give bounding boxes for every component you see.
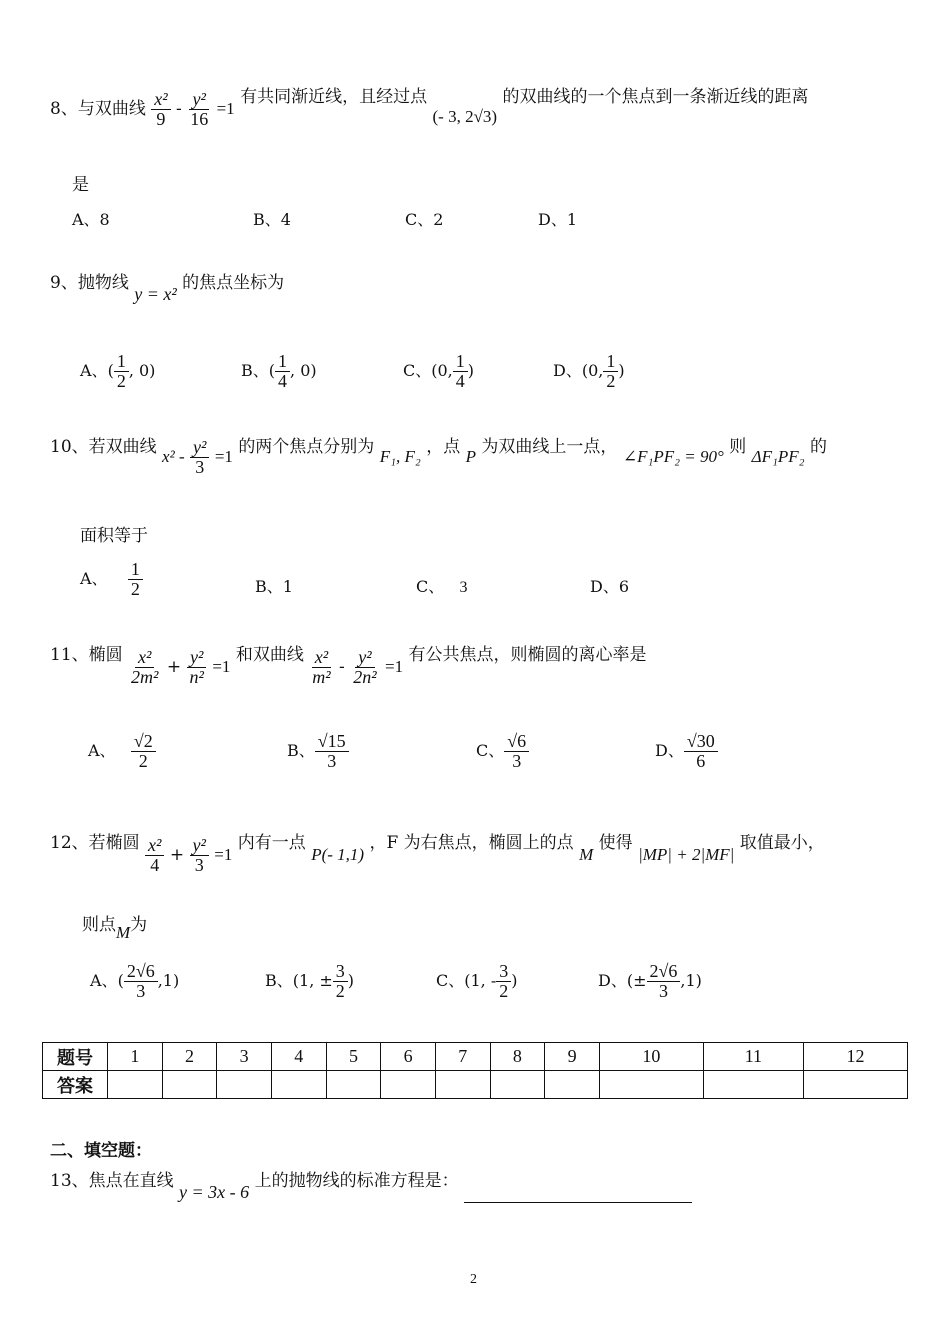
answer-cell[interactable] — [599, 1071, 703, 1099]
q12-point: P(- 1,1) — [311, 845, 365, 864]
q8-fraction-y: $\frac{\text{y²}}{16}$ — [190, 89, 209, 129]
q10-option-a: A、 $\frac{1}{2}$ — [80, 560, 143, 599]
q12-option-b: B、(1, ± $\frac{3}{2}$ ) — [265, 961, 355, 1001]
answer-cell[interactable] — [804, 1071, 908, 1099]
q10-triangle: ΔF₁PF₂ — [751, 447, 805, 466]
q13-equation: y = 3x - 6 — [179, 1182, 250, 1202]
q10-foci: F₁, F₂ — [379, 447, 421, 466]
q8-fraction-x: $\frac{\text{x²}}{9}$ — [151, 90, 170, 129]
q11-option-a: A、 $\frac{√2}{2}$ — [88, 732, 156, 771]
table-header-question-number: 题号 — [43, 1043, 108, 1071]
section-2-title: 二、填空题： — [50, 1141, 152, 1161]
q10-option-c: C、 3 — [416, 577, 468, 596]
question-10: 10、若双曲线 x² - $\frac{\text{y²}}{3}$ =1 的两个焦点分别为 F₁, F₂ ，点 P 为双曲线上一点， ∠F₁PF₂ = 90° 则 ΔF₁PF₂ 的 — [50, 437, 827, 477]
q8-prefix: 8、与双曲线 — [50, 99, 146, 119]
table-cell-number: 10 — [599, 1043, 703, 1071]
table-cell-number: 7 — [435, 1043, 490, 1071]
answer-cell[interactable] — [703, 1071, 803, 1099]
q8-option-b: B、4 — [253, 210, 291, 229]
table-cell-number: 4 — [271, 1043, 326, 1071]
table-cell-number: 6 — [381, 1043, 436, 1071]
q8-option-a: A、8 — [72, 210, 110, 229]
q8-option-d: D、1 — [538, 210, 578, 229]
answer-cell[interactable] — [435, 1071, 490, 1099]
table-cell-number: 11 — [703, 1043, 803, 1071]
table-cell-number: 3 — [217, 1043, 272, 1071]
q13-answer-blank[interactable] — [464, 1184, 692, 1203]
q12-option-a: A、( $\frac{2√6}{3}$ ,1) — [90, 961, 180, 1001]
q9-option-a: A、( $\frac{1}{2}$ , 0) — [80, 351, 156, 391]
table-header-answer: 答案 — [43, 1071, 108, 1099]
q11-option-c: C、 $\frac{√6}{3}$ — [476, 732, 529, 771]
answer-cell[interactable] — [217, 1071, 272, 1099]
answer-table — [42, 1042, 908, 1099]
q10-option-d: D、6 — [590, 577, 630, 596]
page-number: 2 — [470, 1272, 477, 1287]
question-11: 11、椭圆 $\frac{\text{x²}}{\text{2m²}}$ + $\frac{\text{y²}}{\text{n²}}$ =1 和双曲线 $\frac{\text{x²}}{\text{m²}}$ - $\frac{\text{y²}}{\text{2n²}}$ =1 有公共焦点，则椭圆的离心率是 — [50, 645, 647, 687]
question-9: 9、抛物线 y = x² 的焦点坐标为 — [50, 273, 285, 304]
q8-point: (- 3, 2√3) — [432, 107, 498, 126]
answer-cell[interactable] — [545, 1071, 600, 1099]
q11-option-d: D、 $\frac{√30}{6}$ — [655, 732, 718, 771]
table-cell-number: 2 — [162, 1043, 217, 1071]
q8-line2: 是 — [72, 175, 89, 195]
answer-table-row-answers — [43, 1071, 908, 1099]
q9-equation: y = x² — [134, 284, 177, 304]
q11-option-b: B、 $\frac{√15}{3}$ — [287, 732, 349, 771]
q9-option-c: C、(0, $\frac{1}{4}$ ) — [403, 351, 475, 391]
table-cell-number: 8 — [490, 1043, 545, 1071]
question-13: 13、焦点在直线 y = 3x - 6 上的抛物线的标准方程是： — [50, 1166, 692, 1203]
answer-cell[interactable] — [271, 1071, 326, 1099]
answer-cell[interactable] — [381, 1071, 436, 1099]
answer-table-row-numbers — [43, 1043, 908, 1071]
q10-option-b: B、1 — [255, 577, 293, 596]
q12-option-d: D、(± $\frac{2√6}{3}$ ,1) — [598, 961, 702, 1001]
q10-angle: ∠F₁PF₂ = 90° — [622, 447, 724, 466]
table-cell-number: 1 — [108, 1043, 163, 1071]
q12-option-c: C、(1, - $\frac{3}{2}$ ) — [436, 961, 518, 1001]
answer-cell[interactable] — [162, 1071, 217, 1099]
table-cell-number: 12 — [804, 1043, 908, 1071]
q9-option-b: B、( $\frac{1}{4}$ , 0) — [241, 351, 317, 391]
q10-line2: 面积等于 — [80, 526, 148, 546]
answer-cell[interactable] — [326, 1071, 381, 1099]
table-cell-number: 5 — [326, 1043, 381, 1071]
q12-line2: 则点M为 — [82, 915, 148, 942]
q12-expression: |MP| + 2|MF| — [638, 845, 735, 864]
answer-cell[interactable] — [108, 1071, 163, 1099]
table-cell-number: 9 — [545, 1043, 600, 1071]
question-8: 8、与双曲线 $\frac{\text{x²}}{9}$ - $\frac{\text{y²}}{16}$ =1 有共同渐近线，且经过点 (- 3, 2√3) 的双曲线的一个焦点到一条渐近线的距离 — [50, 87, 809, 129]
q8-option-c: C、2 — [405, 210, 444, 229]
q9-option-d: D、(0, $\frac{1}{2}$ ) — [553, 351, 625, 391]
question-12: 12、若椭圆 $\frac{\text{x²}}{4}$ + $\frac{\text{y²}}{3}$ =1 内有一点 P(- 1,1) ，F 为右焦点，椭圆上的点 M 使得 |MP| + 2|MF| 取值最小， — [50, 833, 825, 875]
answer-cell[interactable] — [490, 1071, 545, 1099]
